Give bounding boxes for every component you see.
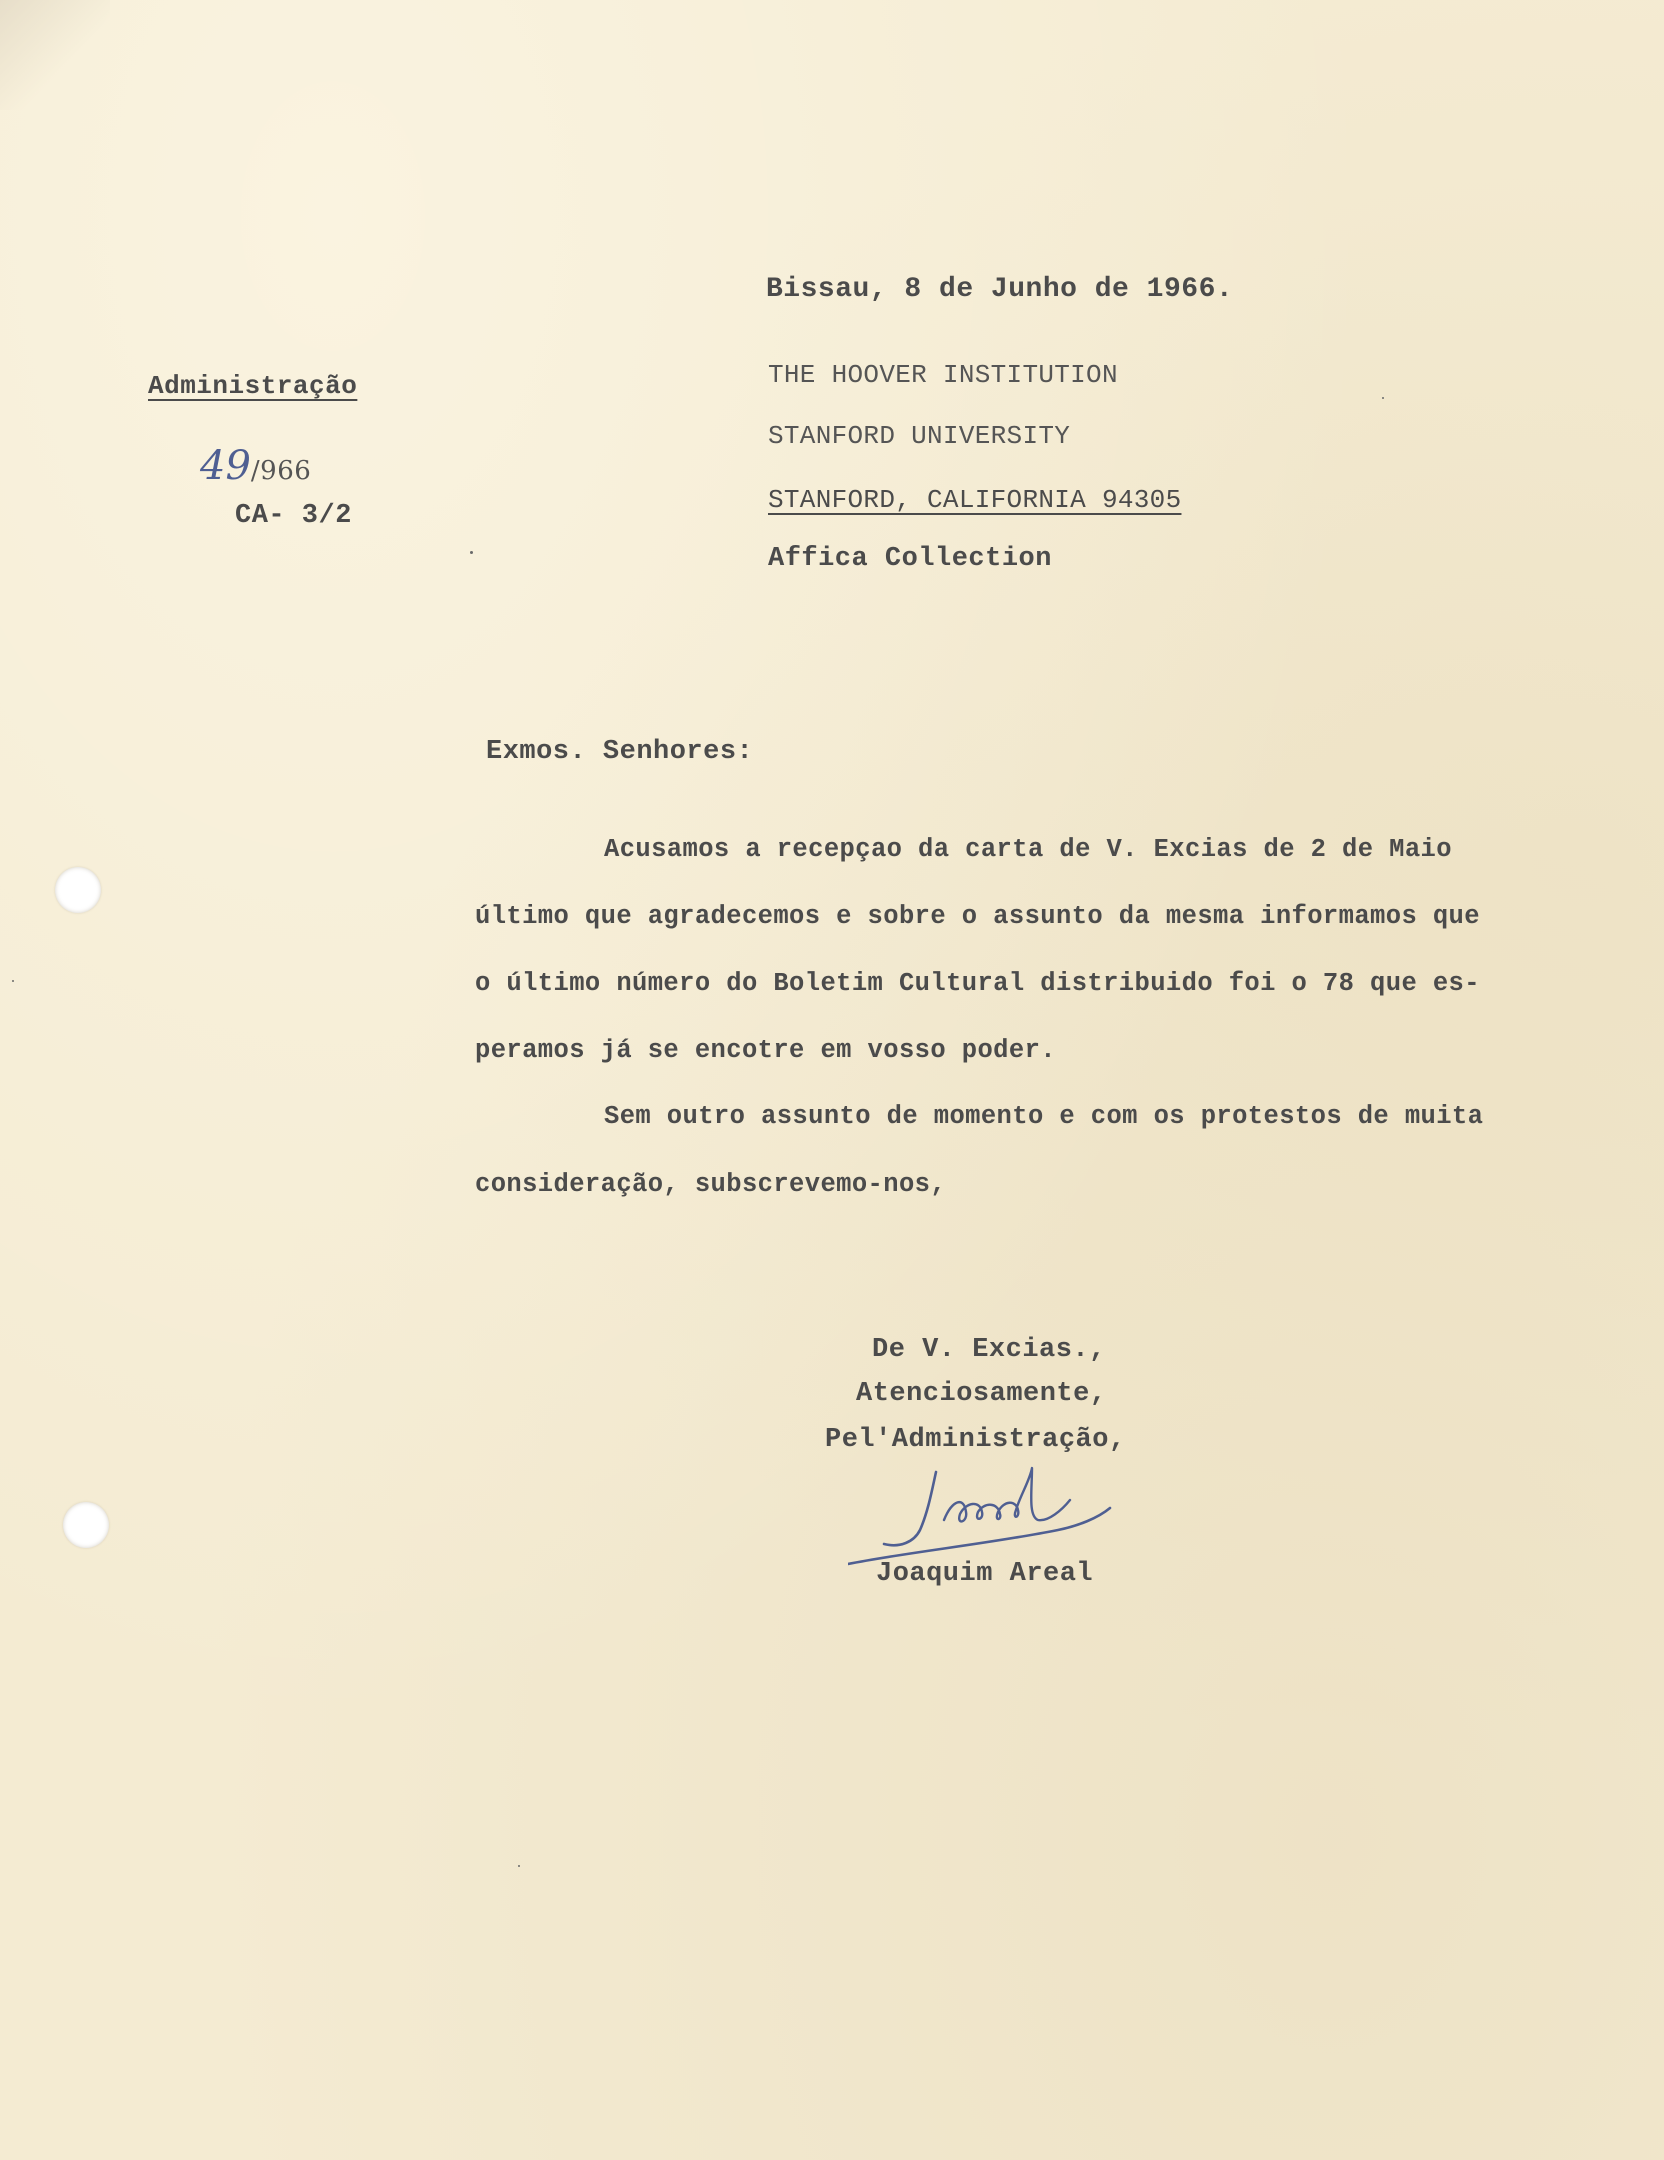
file-code: CA- 3/2 bbox=[235, 501, 352, 531]
body-paragraph-1-line-4: peramos já se encotre em vosso poder. bbox=[475, 1036, 1056, 1065]
closing-line-3: Pel'Administração, bbox=[825, 1425, 1126, 1455]
body-paragraph-1-line-3: o último número do Boletim Cultural distribuido foi o 78 que es- bbox=[475, 969, 1480, 998]
body-paragraph-1-line-1: Acusamos a recepçao da carta de V. Excias de 2 de Maio bbox=[604, 835, 1452, 864]
body-paragraph-2-line-1: Sem outro assunto de momento e com os protestos de muita bbox=[604, 1102, 1484, 1131]
department-heading: Administração bbox=[148, 371, 358, 401]
signatory-name: Joaquim Areal bbox=[876, 1559, 1094, 1589]
reference-year: /966 bbox=[250, 456, 312, 486]
body-paragraph-1-line-2: último que agradecemos e sobre o assunto da mesma informamos que bbox=[475, 902, 1480, 931]
date-line: Bissau, 8 de Junho de 1966. bbox=[766, 274, 1234, 305]
paper-speck bbox=[518, 1865, 520, 1867]
reference-number bbox=[200, 443, 312, 489]
punch-hole-bottom bbox=[63, 1502, 109, 1548]
recipient-line-3: STANFORD, CALIFORNIA 94305 bbox=[768, 485, 1182, 515]
paper-speck bbox=[1382, 397, 1384, 399]
body-paragraph-2-line-2: consideração, subscrevemo-nos, bbox=[475, 1170, 947, 1199]
punch-hole-top bbox=[55, 867, 101, 913]
recipient-line-2: STANFORD UNIVERSITY bbox=[768, 421, 1071, 451]
recipient-line-1: THE HOOVER INSTITUTION bbox=[768, 360, 1118, 390]
closing-line-2: Atenciosamente, bbox=[856, 1379, 1107, 1409]
paper-speck bbox=[12, 980, 14, 982]
closing-line-1: De V. Excias., bbox=[872, 1335, 1106, 1365]
recipient-line-4: Affica Collection bbox=[768, 544, 1052, 574]
paper-fold-shadow bbox=[0, 0, 110, 110]
salutation: Exmos. Senhores: bbox=[486, 737, 754, 767]
paper-speck bbox=[470, 551, 473, 554]
handwritten-reference-number: 49 bbox=[200, 443, 251, 489]
